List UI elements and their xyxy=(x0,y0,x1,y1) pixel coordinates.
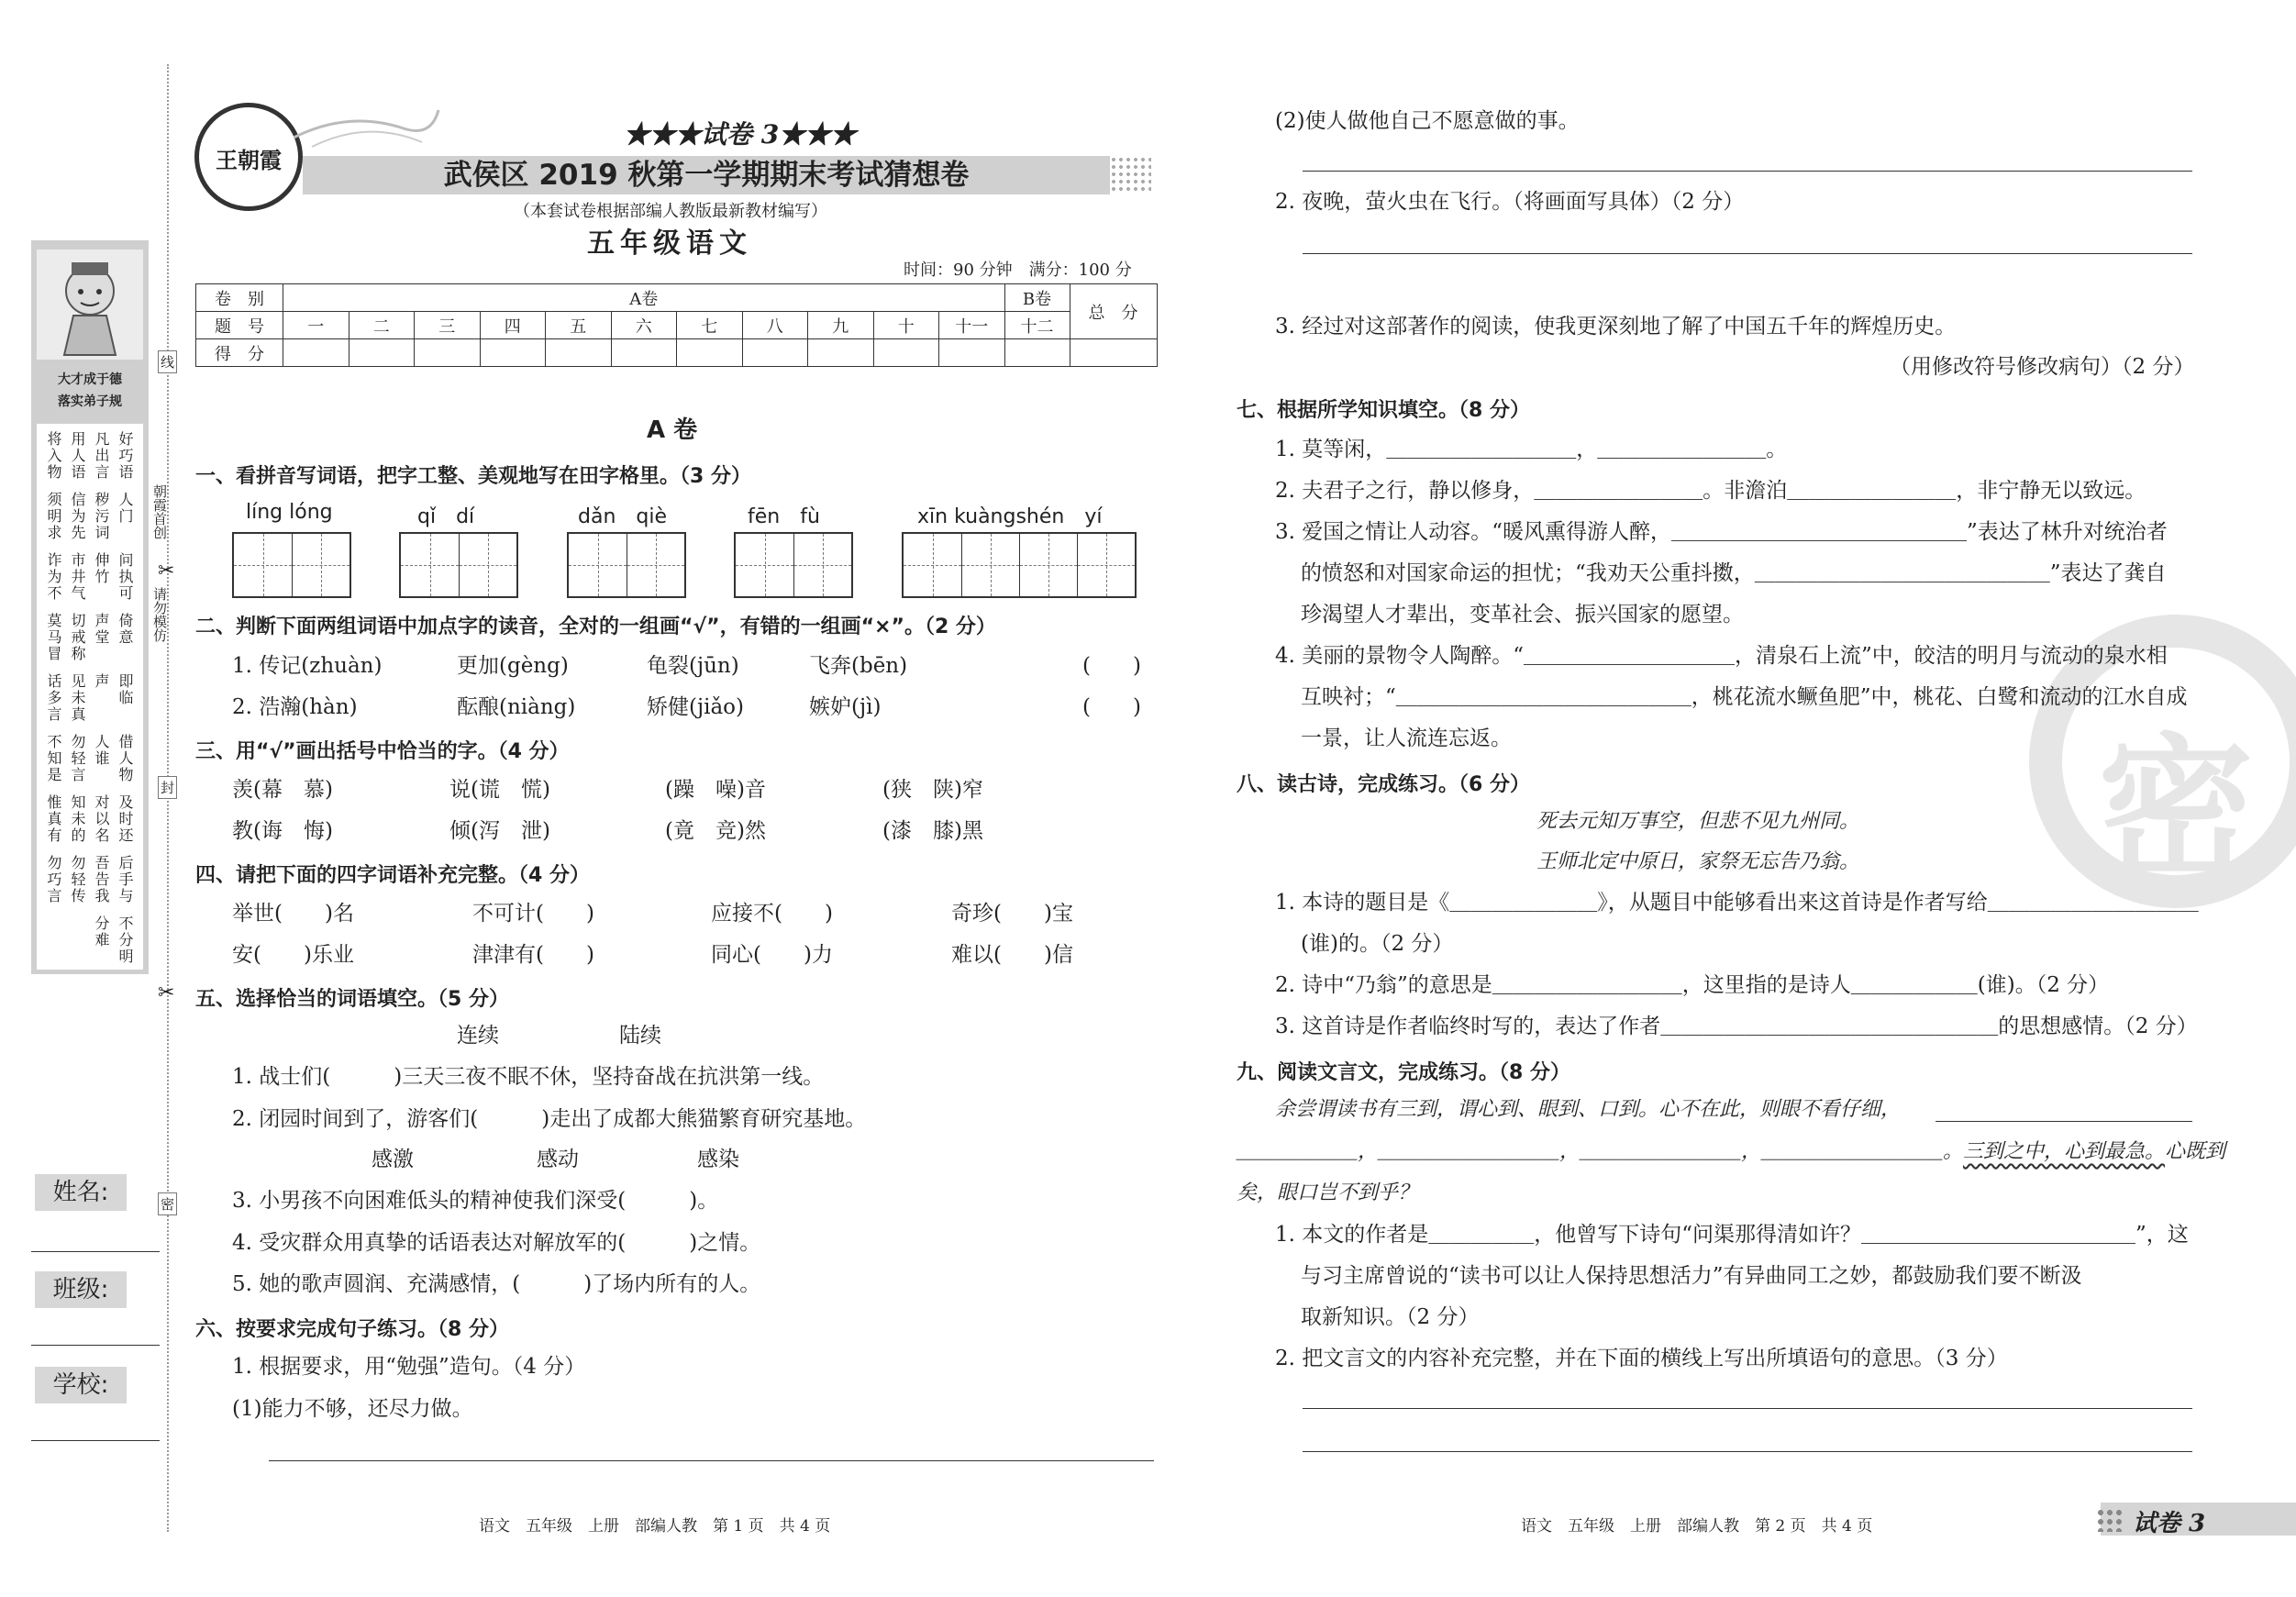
q2-row1-d: 飞奔(bēn) xyxy=(809,654,908,678)
q5-word-gandong: 感动 xyxy=(537,1148,579,1171)
score-cell[interactable] xyxy=(349,339,415,367)
q7-s3b[interactable]: 的愤怒和对国家命运的担忧；“我劝天公重抖擞，＿＿＿＿＿＿＿＿＿＿＿＿＿＿”表达了龚自 xyxy=(1301,561,2167,585)
poem-column: 问执可 xyxy=(116,552,134,602)
q5-word-lianxu: 连续 xyxy=(457,1024,499,1048)
tianzige-1[interactable] xyxy=(232,532,351,598)
footer-tag: 试卷 3 xyxy=(2133,1510,2206,1537)
q9-wavy-sentence: 三到之中，心到最急。 xyxy=(1963,1140,2166,1163)
question-number-cell: 十二 xyxy=(1004,312,1070,339)
table-head-defen: 得 分 xyxy=(196,339,283,367)
class-field[interactable] xyxy=(31,1345,160,1346)
q7-s4a[interactable]: 4. 美丽的景物令人陶醉。“＿＿＿＿＿＿＿＿＿＿，清泉石上流”中，皎洁的明月与流动的泉水相 xyxy=(1275,644,2168,668)
table-head-total: 总 分 xyxy=(1070,284,1157,339)
q6-s1b-answer-line[interactable] xyxy=(1303,171,2192,172)
poem-column: 勿巧言 xyxy=(45,855,62,904)
q9-s2-answer-line-2[interactable] xyxy=(1303,1451,2192,1452)
q6-s2-answer-line[interactable] xyxy=(1303,253,2192,254)
binding-note: 朝霞首创 xyxy=(151,484,168,539)
pinyin-2: qǐ dí xyxy=(417,505,475,528)
q3-r2-3[interactable]: (竟 竞)然 xyxy=(665,819,766,843)
school-field[interactable] xyxy=(31,1440,160,1441)
score-cell[interactable] xyxy=(546,339,612,367)
score-table xyxy=(195,283,1158,367)
poem-column: 知未的 xyxy=(69,794,86,844)
q2-row2-b: 酝酿(niàng) xyxy=(457,695,576,719)
q6-s3-note: （用修改符号修改病句）（2 分） xyxy=(1890,355,2195,379)
q3-r2-1[interactable]: 教(诲 悔) xyxy=(232,819,333,843)
q5-s4[interactable]: 4. 受灾群众用真挚的话语表达对解放军的( )之情。 xyxy=(232,1231,761,1255)
paper-tag: ★★★试卷 3★★★ xyxy=(624,119,857,150)
side-strip xyxy=(31,240,149,974)
poem-column: 秽污词 xyxy=(93,492,110,541)
section-a-label: A 卷 xyxy=(647,416,698,444)
q6-s1b: (2)使人做他自己不愿意做的事。 xyxy=(1275,109,1580,133)
q8-poem-line1: 死去元知万事空，但悲不见九州同。 xyxy=(1536,810,1860,833)
q9-s1a[interactable]: 1. 本文的作者是＿＿＿＿＿，他曾写下诗句“问渠那得清如许？＿＿＿＿＿＿＿＿＿＿＿＿＿”，这 xyxy=(1275,1223,2189,1247)
di-zi-gui-poem xyxy=(37,424,143,970)
q8-poem-line2: 王师北定中原日，家祭无忘告乃翁。 xyxy=(1536,850,1860,873)
q3-r1-4[interactable]: (狭 陕)窄 xyxy=(882,778,983,802)
question-number-cell: 一 xyxy=(283,312,349,339)
poem-column: 须明求 xyxy=(45,492,62,541)
time-info: 时间：90 分钟 满分：100 分 xyxy=(904,261,1132,280)
q9-passage-blank-1[interactable] xyxy=(1936,1121,2192,1122)
poem-column: 用人语 xyxy=(69,431,86,481)
q9-s1c: 取新知识。（2 分） xyxy=(1301,1305,1480,1329)
q3-r1-3[interactable]: (躁 噪)音 xyxy=(665,778,766,802)
q7-s4c: 一景，让人流连忘返。 xyxy=(1301,726,1512,750)
footer-left: 语文 五年级 上册 部编人教 第 1 页 共 4 页 xyxy=(479,1517,831,1536)
table-head-b: B卷 xyxy=(1004,284,1070,312)
binding-mark-line: 线 xyxy=(158,350,177,373)
poem-column: 莫马冒 xyxy=(45,613,62,662)
poem-column: 对以名 xyxy=(93,794,110,844)
footer-tag-dots xyxy=(2096,1508,2124,1532)
school-label: 学校: xyxy=(35,1367,127,1403)
q6-s3: 3. 经过对这部著作的阅读，使我更深刻地了解了中国五千年的辉煌历史。 xyxy=(1275,315,1957,338)
table-head-a: A卷 xyxy=(283,284,1005,312)
poem-column: 即临 xyxy=(116,673,134,706)
q2-row2-d: 嫉妒(jì) xyxy=(809,695,882,719)
footer-right: 语文 五年级 上册 部编人教 第 2 页 共 4 页 xyxy=(1521,1517,1873,1536)
score-cell[interactable] xyxy=(742,339,808,367)
tianzige-4[interactable] xyxy=(734,532,853,598)
q2-row1-a: 1. 传记(zhuàn) xyxy=(232,654,383,678)
poem-column: 声 xyxy=(93,673,110,690)
total-score-cell[interactable] xyxy=(1070,339,1157,367)
question-number-cell: 二 xyxy=(349,312,415,339)
q7-s4b[interactable]: 互映衬；“＿＿＿＿＿＿＿＿＿＿＿＿＿＿，桃花流水鳜鱼肥”中，桃花、白鹭和流动的江水自成 xyxy=(1301,685,2188,709)
poem-column: 见未真 xyxy=(69,673,86,723)
table-head-juanbie: 卷 别 xyxy=(196,284,283,312)
q3-title: 三、用“√”画出括号中恰当的字。（4 分） xyxy=(195,740,570,763)
title-band-dots xyxy=(1110,156,1151,194)
q3-r1-1[interactable]: 羡(幕 慕) xyxy=(232,778,333,802)
q3-r1-2[interactable]: 说(谎 慌) xyxy=(449,778,550,802)
question-number-cell: 十 xyxy=(873,312,939,339)
score-cell[interactable] xyxy=(677,339,743,367)
q9-title: 九、阅读文言文，完成练习。（8 分） xyxy=(1237,1061,1570,1084)
q4-r2-1[interactable]: 安( )乐业 xyxy=(232,943,354,967)
exam-title: 武侯区 2019 秋第一学期期末考试猜想卷 xyxy=(443,159,970,192)
q9-passage-2[interactable] xyxy=(1237,1137,2225,1167)
question-number-cell: 七 xyxy=(677,312,743,339)
q5-s5[interactable]: 5. 她的歌声圆润、充满感情，( )了场内所有的人。 xyxy=(232,1272,761,1296)
q4-r2-2[interactable]: 津津有( ) xyxy=(472,943,594,967)
score-cell[interactable] xyxy=(611,339,677,367)
q2-row2-answer[interactable]: ( ) xyxy=(1082,695,1141,719)
q9-s1b: 与习主席曾说的“读书可以让人保持思想活力”有异曲同工之妙，都鼓励我们要不断汲 xyxy=(1301,1264,2082,1288)
question-number-cell: 六 xyxy=(611,312,677,339)
q8-s2[interactable]: 2. 诗中“乃翁”的意思是＿＿＿＿＿＿＿＿＿，这里指的是诗人＿＿＿＿＿＿(谁)。（2 分） xyxy=(1275,973,2110,997)
poem-column: 不分明 xyxy=(116,915,134,965)
poem-column: 及时还 xyxy=(116,794,134,844)
q2-row1-c: 龟裂(jūn) xyxy=(647,654,739,678)
q7-s3a[interactable]: 3. 爱国之情让人动容。“暖风熏得游人醉，＿＿＿＿＿＿＿＿＿＿＿＿＿＿”表达了林升对统治者 xyxy=(1275,520,2168,544)
poem-column: 倚意 xyxy=(116,613,134,646)
q7-s2[interactable]: 2. 夫君子之行，静以修身，＿＿＿＿＿＿＿＿。非澹泊＿＿＿＿＿＿＿＿，非宁静无以致远。 xyxy=(1275,479,2146,503)
poem-column: 市井气 xyxy=(69,552,86,602)
q8-title: 八、读古诗，完成练习。（6 分） xyxy=(1237,773,1530,796)
q6-title: 六、按要求完成句子练习。（8 分） xyxy=(195,1318,509,1341)
q5-word-luxu: 陆续 xyxy=(619,1024,661,1048)
q8-s1b: (谁)的。（2 分） xyxy=(1301,932,1454,956)
scissors-icon: ✂ xyxy=(158,981,175,1004)
binding-mark-mi: 密 xyxy=(158,1192,177,1215)
q9-s2-answer-line-1[interactable] xyxy=(1303,1408,2192,1409)
q3-r2-2[interactable]: 倾(泻 泄) xyxy=(449,819,550,843)
poem-column: 好巧语 xyxy=(116,431,134,481)
poem-column: 勿轻言 xyxy=(69,734,86,783)
mascot-illustration xyxy=(37,250,143,360)
pinyin-4: fēn fù xyxy=(748,505,820,528)
poem-column: 借人物 xyxy=(116,734,134,783)
q6-s1: 1. 根据要求，用“勉强”造句。（4 分） xyxy=(232,1355,586,1379)
q7-title: 七、根据所学知识填空。（8 分） xyxy=(1237,399,1530,422)
q2-row1-answer[interactable]: ( ) xyxy=(1082,654,1141,678)
question-number-cell: 十一 xyxy=(939,312,1005,339)
table-head-tihao: 题 号 xyxy=(196,312,283,339)
score-cell[interactable] xyxy=(480,339,546,367)
ribbon-decoration xyxy=(294,101,440,156)
poem-column: 惟真有 xyxy=(45,794,62,844)
poem-column: 不知是 xyxy=(45,734,62,783)
poem-column: 话多言 xyxy=(45,673,62,723)
q4-r2-4[interactable]: 难以( )信 xyxy=(951,943,1073,967)
tianzige-3[interactable] xyxy=(567,532,686,598)
q2-row2-c: 矫健(jiǎo) xyxy=(647,695,744,719)
q5-title: 五、选择恰当的词语填空。（5 分） xyxy=(195,988,509,1011)
name-label: 姓名: xyxy=(35,1174,127,1211)
poem-column: 将入物 xyxy=(45,431,62,481)
q1-title: 一、看拼音写词语，把字工整、美观地写在田字格里。（3 分） xyxy=(195,465,751,488)
poem-column: 人谁 xyxy=(93,734,110,767)
binding-mark-feng: 封 xyxy=(158,776,177,799)
poem-column: 诈为不 xyxy=(45,552,62,602)
poem-column: 切戒称 xyxy=(69,613,86,662)
score-cell[interactable] xyxy=(415,339,481,367)
score-cell[interactable] xyxy=(873,339,939,367)
seal-watermark: 密 xyxy=(2029,615,2296,908)
q9-blanks[interactable]: ＿＿＿＿＿＿，＿＿＿＿＿＿＿＿＿，＿＿＿＿＿＿＿＿，＿＿＿＿＿＿＿＿＿。 xyxy=(1237,1140,1964,1163)
q4-r1-1[interactable]: 举世( )名 xyxy=(232,902,354,926)
poem-column: 吾告我 xyxy=(93,855,110,904)
q9-passage-1: 余尝谓读书有三到，谓心到、眼到、口到。心不在此，则眼不看仔细， xyxy=(1275,1098,1902,1121)
q7-s3c: 珍渴望人才辈出，变革社会、振兴国家的愿望。 xyxy=(1301,603,1744,627)
q5-s2[interactable]: 2. 闭园时间到了，游客们( )走出了成都大熊猫繁育研究基地。 xyxy=(232,1107,867,1131)
poem-column: 分难 xyxy=(93,915,110,948)
q6-s2: 2. 夜晚，萤火虫在飞行。（将画面写具体）（2 分） xyxy=(1275,190,1745,214)
score-cell[interactable] xyxy=(1004,339,1070,367)
q9-passage-2-tail: 心既到 xyxy=(2165,1140,2226,1163)
score-cell[interactable] xyxy=(283,339,349,367)
pinyin-5: xīn kuàngshén yí xyxy=(917,505,1103,528)
q2-title: 二、判断下面两组词语中加点字的读音，全对的一组画“√”，有错的一组画“×”。（2 分） xyxy=(195,616,996,638)
exam-subtitle: （本套试卷根据部编人教版最新教材编写） xyxy=(514,202,827,221)
logo: 王朝霞 xyxy=(194,103,303,211)
q4-r2-3[interactable]: 同心( )力 xyxy=(711,943,833,967)
tianzige-5[interactable] xyxy=(902,532,1137,598)
q2-row1-b: 更加(gèng) xyxy=(457,654,569,678)
q4-r1-2[interactable]: 不可计( ) xyxy=(472,902,594,926)
poem-column: 凡出言 xyxy=(93,431,110,481)
q4-r1-4[interactable]: 奇珍( )宝 xyxy=(951,902,1073,926)
q9-s2: 2. 把文言文的内容补充完整，并在下面的横线上写出所填语句的意思。（3 分） xyxy=(1275,1347,2008,1370)
poem-column: 勿轻传 xyxy=(69,855,86,904)
q8-s1a[interactable]: 1. 本诗的题目是《＿＿＿＿＿＿＿》，从题目中能够看出来这首诗是作者写给＿＿＿＿＿＿＿＿＿＿ xyxy=(1275,891,2199,915)
poem-column: 人门 xyxy=(116,492,134,525)
q4-r1-3[interactable]: 应接不( ) xyxy=(711,902,833,926)
q6-s1a: (1)能力不够，还尽力做。 xyxy=(232,1397,473,1421)
poem-column: 信为先 xyxy=(69,492,86,541)
q5-word-ganran: 感染 xyxy=(697,1148,739,1171)
score-cell[interactable] xyxy=(939,339,1005,367)
q4-title: 四、请把下面的四字词语补充完整。（4 分） xyxy=(195,864,590,887)
question-number-cell: 五 xyxy=(546,312,612,339)
q2-row2-a: 2. 浩瀚(hàn) xyxy=(232,695,358,719)
q5-word-ganji: 感激 xyxy=(372,1148,414,1171)
binding-note-2: 请勿模仿 xyxy=(151,587,168,642)
scissors-icon: ✂ xyxy=(158,560,175,582)
q8-s3[interactable]: 3. 这首诗是作者临终时写的，表达了作者＿＿＿＿＿＿＿＿＿＿＿＿＿＿＿＿的思想感情。（2 分） xyxy=(1275,1015,2198,1038)
q6-s1a-answer-line[interactable] xyxy=(269,1460,1154,1461)
exam-subject: 五年级语文 xyxy=(587,227,752,260)
pinyin-1: líng lóng xyxy=(246,501,333,524)
pinyin-3: dǎn qiè xyxy=(578,505,668,528)
question-number-cell: 四 xyxy=(480,312,546,339)
score-cell[interactable] xyxy=(808,339,874,367)
poem-column: 伸竹 xyxy=(93,552,110,585)
question-number-cell: 九 xyxy=(808,312,874,339)
poem-column: 声堂 xyxy=(93,613,110,646)
q3-r2-4[interactable]: (漆 膝)黑 xyxy=(882,819,983,843)
motto: 大才成于德 落实弟子规 xyxy=(58,372,122,409)
q5-s3[interactable]: 3. 小男孩不向困难低头的精神使我们深受( )。 xyxy=(232,1189,719,1213)
poem-column: 后手与 xyxy=(116,855,134,904)
class-label: 班级: xyxy=(35,1271,127,1308)
q7-s1[interactable]: 1. 莫等闲，＿＿＿＿＿＿＿＿＿，＿＿＿＿＿＿＿＿。 xyxy=(1275,438,1788,461)
question-number-cell: 八 xyxy=(742,312,808,339)
tianzige-2[interactable] xyxy=(399,532,518,598)
q9-passage-3: 矣，眼口岂不到乎？ xyxy=(1237,1181,1419,1204)
name-field[interactable] xyxy=(31,1251,160,1252)
question-number-cell: 三 xyxy=(415,312,481,339)
q5-s1[interactable]: 1. 战士们( )三天三夜不眠不休，坚持奋战在抗洪第一线。 xyxy=(232,1065,825,1089)
